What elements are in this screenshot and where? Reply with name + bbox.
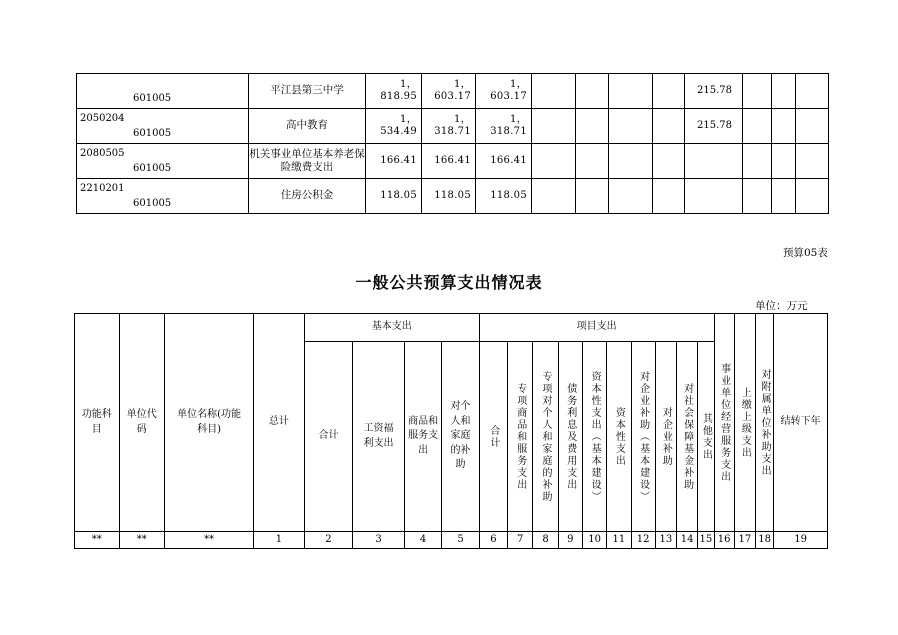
header-basic: 基本支出 <box>304 314 479 342</box>
wage-cell: 1，318.71 <box>476 109 532 144</box>
basic-total-cell: 118.05 <box>422 179 476 214</box>
index-cell: 16 <box>714 532 734 549</box>
empty-cell <box>772 179 796 214</box>
index-cell: 15 <box>698 532 714 549</box>
form-code: 预算05表 <box>783 247 828 259</box>
empty-cell <box>743 109 772 144</box>
empty-cell <box>743 74 772 109</box>
index-cell: 5 <box>442 532 479 549</box>
index-cell: 9 <box>558 532 582 549</box>
empty-cell <box>532 109 576 144</box>
empty-cell <box>532 144 576 179</box>
code-cell <box>77 74 249 109</box>
total-cell: 1，534.49 <box>366 109 422 144</box>
total-cell: 118.05 <box>366 179 422 214</box>
project-cell <box>685 144 743 179</box>
index-cell: 11 <box>607 532 631 549</box>
index-cell: 1 <box>254 532 305 549</box>
empty-cell <box>653 109 685 144</box>
header-other: 其他支出 <box>698 342 714 532</box>
table-row <box>77 74 829 109</box>
empty-cell <box>576 74 609 109</box>
code-cell <box>77 179 249 214</box>
empty-cell <box>772 144 796 179</box>
header-project: 项目支出 <box>479 314 714 342</box>
empty-cell <box>609 179 653 214</box>
header-wage: 工资福利支出 <box>353 342 405 532</box>
total-cell: 166.41 <box>366 144 422 179</box>
index-cell: 3 <box>353 532 405 549</box>
func-code: 2210201 <box>80 183 125 194</box>
empty-cell <box>653 74 685 109</box>
index-cell: 14 <box>677 532 698 549</box>
header-func-subject: 功能科目 <box>75 314 120 532</box>
empty-cell <box>653 179 685 214</box>
empty-cell <box>609 144 653 179</box>
header-basic-sum: 合计 <box>304 342 353 532</box>
table-row <box>77 179 829 214</box>
header-social: 对社会保障基金补助 <box>677 342 698 532</box>
index-cell: 17 <box>734 532 755 549</box>
empty-cell <box>576 179 609 214</box>
budget-expenditure-table <box>74 313 828 549</box>
index-cell: 13 <box>655 532 676 549</box>
empty-cell <box>576 109 609 144</box>
empty-cell <box>532 179 576 214</box>
empty-cell <box>743 179 772 214</box>
index-cell: ** <box>75 532 120 549</box>
header-affiliated: 对附属单位补助支出 <box>756 314 774 532</box>
code-cell <box>77 109 249 144</box>
empty-cell <box>796 179 829 214</box>
code-cell <box>77 144 249 179</box>
empty-cell <box>772 74 796 109</box>
empty-cell <box>772 109 796 144</box>
index-cell: 7 <box>508 532 533 549</box>
header-total: 总计 <box>254 314 305 532</box>
empty-cell <box>609 109 653 144</box>
header-goods: 商品和服务支出 <box>404 342 441 532</box>
project-cell <box>685 179 743 214</box>
index-cell: ** <box>119 532 165 549</box>
header-p-personal: 专项对个人和家庭的补助 <box>533 342 558 532</box>
project-cell: 215.78 <box>685 74 743 109</box>
header-biz: 事业单位经营服务支出 <box>714 314 734 532</box>
index-cell: 4 <box>404 532 441 549</box>
table-row <box>77 144 829 179</box>
header-carryover: 结转下年 <box>774 314 828 532</box>
index-cell: 8 <box>533 532 558 549</box>
func-code: 2050204 <box>80 113 125 124</box>
header-unit-name: 单位名称(功能科目) <box>165 314 254 532</box>
basic-total-cell: 1，318.71 <box>422 109 476 144</box>
index-cell: 12 <box>631 532 655 549</box>
unit-code: 601005 <box>133 92 172 104</box>
total-cell: 1，818.95 <box>366 74 422 109</box>
header-upper: 上缴上级支出 <box>734 314 755 532</box>
header-unit-code: 单位代码 <box>119 314 165 532</box>
empty-cell <box>609 74 653 109</box>
wage-cell: 166.41 <box>476 144 532 179</box>
wage-cell: 118.05 <box>476 179 532 214</box>
empty-cell <box>576 144 609 179</box>
basic-total-cell: 166.41 <box>422 144 476 179</box>
empty-cell <box>532 74 576 109</box>
header-enterprise-basic: 对企业补助（基本建设） <box>631 342 655 532</box>
table-row <box>77 109 829 144</box>
header-capital: 资本性支出 <box>607 342 631 532</box>
header-enterprise: 对企业补助 <box>655 342 676 532</box>
index-cell: 6 <box>479 532 507 549</box>
wage-cell: 1，603.17 <box>476 74 532 109</box>
continuation-table <box>76 73 829 214</box>
unit-name-cell: 机关事业单位基本养老保险缴费支出 <box>249 144 366 179</box>
empty-cell <box>796 144 829 179</box>
empty-cell <box>796 74 829 109</box>
basic-total-cell: 1，603.17 <box>422 74 476 109</box>
index-cell: 2 <box>304 532 353 549</box>
empty-cell <box>796 109 829 144</box>
header-capital-basic: 资本性支出（基本建设） <box>582 342 606 532</box>
index-cell: 10 <box>582 532 606 549</box>
func-code: 2080505 <box>80 148 125 159</box>
header-personal: 对个人和家庭的补助 <box>442 342 479 532</box>
unit-name-cell: 住房公积金 <box>249 179 366 214</box>
unit-code: 601005 <box>133 162 172 174</box>
project-cell: 215.78 <box>685 109 743 144</box>
header-proj-sum: 合计 <box>479 342 507 532</box>
column-index-row <box>75 532 828 549</box>
empty-cell <box>653 144 685 179</box>
unit-code: 601005 <box>133 197 172 209</box>
index-cell: 19 <box>774 532 828 549</box>
header-debt: 债务利息及费用支出 <box>558 342 582 532</box>
unit-name-cell: 平江县第三中学 <box>249 74 366 109</box>
header-p-goods: 专项商品和服务支出 <box>508 342 533 532</box>
unit-label: 单位：万元 <box>755 300 808 312</box>
unit-code: 601005 <box>133 127 172 139</box>
index-cell: ** <box>165 532 254 549</box>
page-title: 一般公共预算支出情况表 <box>355 273 543 292</box>
index-cell: 18 <box>756 532 774 549</box>
unit-name-cell: 高中教育 <box>249 109 366 144</box>
empty-cell <box>743 144 772 179</box>
